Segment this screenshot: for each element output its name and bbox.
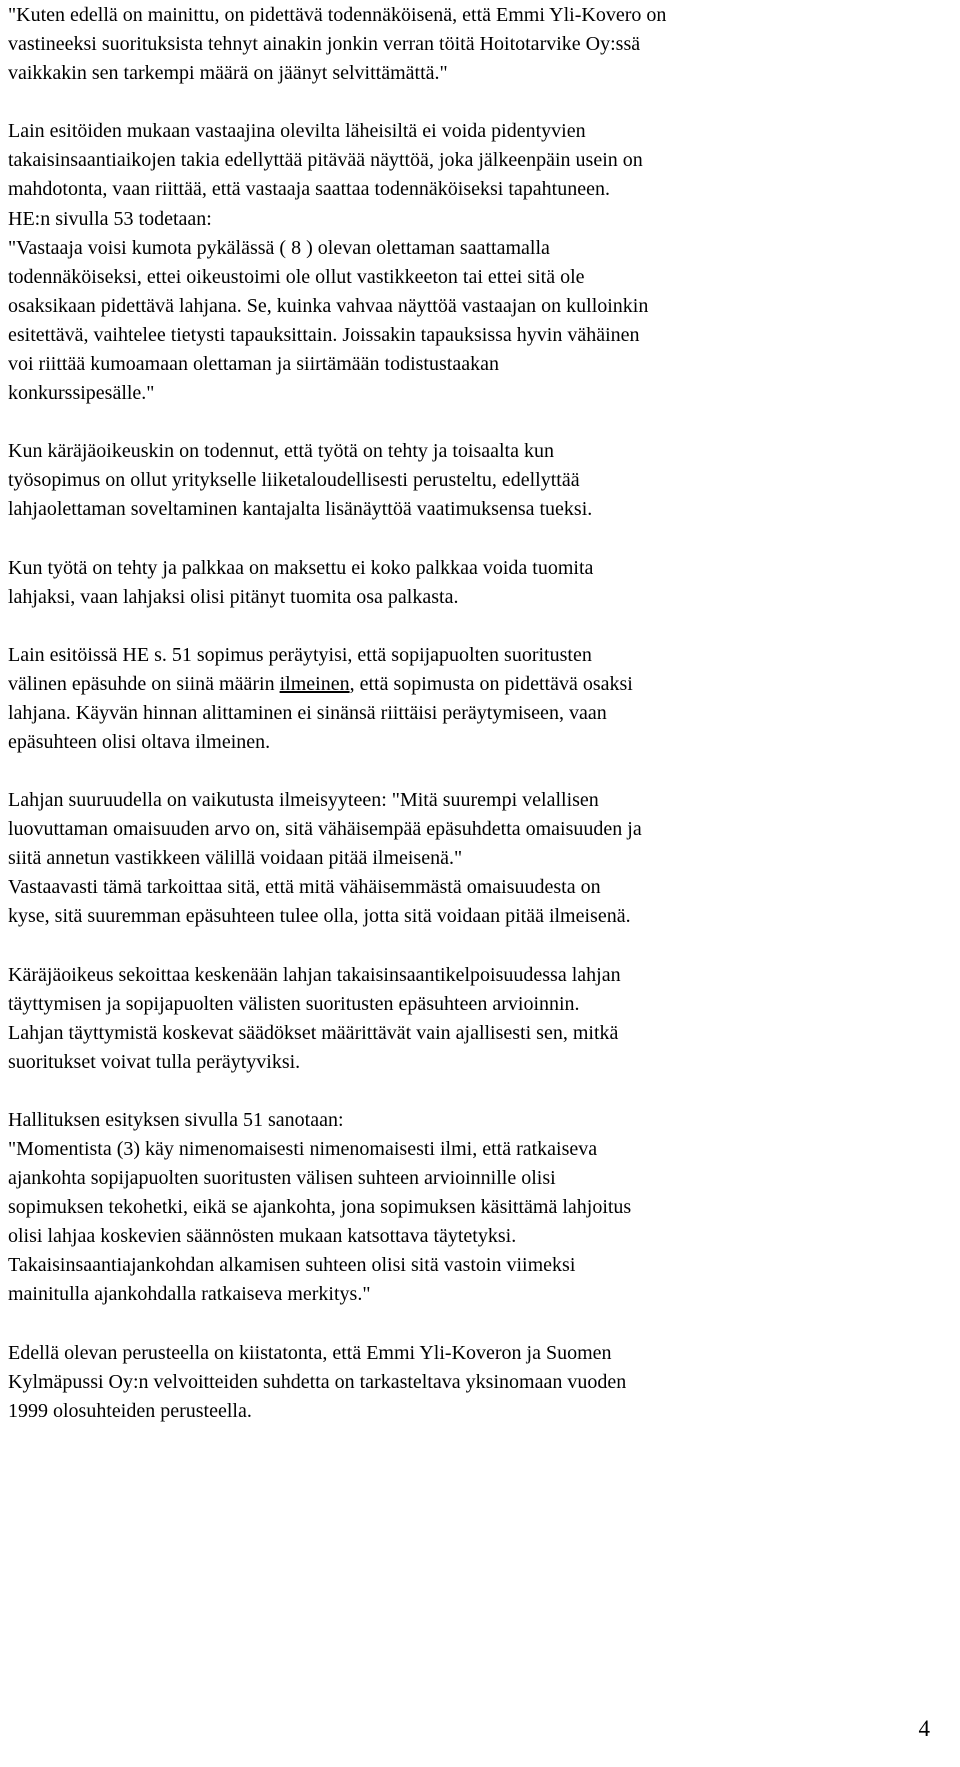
paragraph-salary xyxy=(8,554,908,612)
text-line: "Momentista (3) käy nimenomaisesti nimenomaisesti ilmi, että ratkaiseva xyxy=(8,1138,598,1160)
text-line: lahjaksi, vaan lahjaksi olisi pitänyt tuomita osa palkasta. xyxy=(8,585,459,608)
paragraph-court-confusion xyxy=(8,961,908,1077)
text-line: konkurssipesälle." xyxy=(8,382,155,405)
text-line: "Kuten edellä on mainittu, on pidettävä todennäköisenä, että Emmi Yli-Kovero on xyxy=(8,4,667,26)
text-line: 1999 olosuhteiden perusteella. xyxy=(8,1399,252,1422)
text-line: siitä annetun vastikkeen välillä voidaan pitää ilmeisenä." xyxy=(8,847,463,870)
text-line: Takaisinsaantiajankohdan alkamisen suhteen olisi sitä vastoin viimeksi xyxy=(8,1254,576,1277)
text-line-with-underline: välinen epäsuhde on siinä määrin ilmeinen, että sopimusta on pidettävä osaksi xyxy=(8,672,633,695)
text-line: osaksikaan pidettävä lahjana. Se, kuinka vahvaa näyttöä vastaajan on kulloinkin xyxy=(8,294,649,317)
text-line: "Vastaaja voisi kumota pykälässä ( 8 ) olevan olettaman saattamalla xyxy=(8,236,550,259)
text-line: voi riittää kumoamaan olettaman ja siirtämään todistustaakan xyxy=(8,353,499,376)
text-line: Kun käräjäoikeuskin on todennut, että työtä on tehty ja toisaalta kun xyxy=(8,440,554,463)
text-line: Lain esitöiden mukaan vastaajina olevilta läheisiltä ei voida pidentyvien xyxy=(8,120,586,143)
paragraph-district-court xyxy=(8,437,908,524)
text-line: ajankohta sopijapuolten suoritusten välisen suhteen arvioinnille olisi xyxy=(8,1167,556,1190)
text-line: lahjana. Käyvän hinnan alittaminen ei sinänsä riittäisi peräytymiseen, vaan xyxy=(8,701,607,724)
text-line: Kun työtä on tehty ja palkkaa on maksettu ei koko palkkaa voida tuomita xyxy=(8,556,594,579)
text-line: epäsuhteen olisi oltava ilmeinen. xyxy=(8,730,271,753)
text-line: Lain esitöissä HE s. 51 sopimus peräytyisi, että sopijapuolten suoritusten xyxy=(8,643,592,666)
text-line: kyse, sitä suuremman epäsuhteen tulee olla, jotta sitä voidaan pitää ilmeisenä. xyxy=(8,905,631,928)
text-line: HE:n sivulla 53 todetaan: xyxy=(8,207,212,230)
text-line: lahjaolettaman soveltaminen kantajalta lisänäyttöä vaatimuksensa tueksi. xyxy=(8,498,593,521)
text-line: Käräjäoikeus sekoittaa keskenään lahjan takaisinsaantikelpoisuudessa lahjan xyxy=(8,963,621,986)
text-line: vaikkakin sen tarkempi määrä on jäänyt selvittämättä." xyxy=(8,62,448,85)
text-line: esitettävä, vaihtelee tietysti tapauksittain. Joissakin tapauksissa hyvin vähäinen xyxy=(8,323,640,346)
text-line: Edellä olevan perusteella on kiistatonta, että Emmi Yli-Koveron ja Suomen xyxy=(8,1341,612,1364)
text-line: vastineeksi suorituksista tehnyt ainakin jonkin verran töitä Hoitotarvike Oy:ssä xyxy=(8,33,641,56)
text-line: suoritukset voivat tulla peräytyviksi. xyxy=(8,1050,301,1073)
text-line: olisi lahjaa koskevien säännösten mukaan katsottava täytetyksi. xyxy=(8,1225,517,1248)
text-line: takaisinsaantiaikojen takia edellyttää pitävää näyttöä, joka jälkeenpäin usein on xyxy=(8,149,643,172)
text-line: mahdotonta, vaan riittää, että vastaaja saattaa todennäköiseksi tapahtuneen. xyxy=(8,178,610,201)
text-line: Kylmäpussi Oy:n velvoitteiden suhdetta on tarkasteltava yksinomaan vuoden xyxy=(8,1370,627,1393)
page-number: 4 xyxy=(918,1716,930,1741)
paragraph-conclusion xyxy=(8,1339,908,1426)
paragraph-preparatory-works xyxy=(8,117,908,408)
paragraph-gift-size xyxy=(8,786,908,931)
text-line: sopimuksen tekohetki, eikä se ajankohta, jona sopimuksen käsittämä lahjoitus xyxy=(8,1196,632,1219)
underlined-word: ilmeinen xyxy=(279,672,350,695)
text-line: todennäköiseksi, ettei oikeustoimi ole ollut vastikkeeton tai ettei sitä ole xyxy=(8,265,585,288)
paragraph-imbalance xyxy=(8,641,908,757)
text-line: Hallituksen esityksen sivulla 51 sanotaan: xyxy=(8,1108,344,1131)
text-line: Lahjan täyttymistä koskevat säädökset määrittävät vain ajallisesti sen, mitkä xyxy=(8,1021,619,1044)
text-line: mainitulla ajankohdalla ratkaiseva merkitys." xyxy=(8,1283,371,1306)
text-line: Vastaavasti tämä tarkoittaa sitä, että mitä vähäisemmästä omaisuudesta on xyxy=(8,876,601,899)
text-line: työsopimus on ollut yritykselle liiketaloudellisesti perusteltu, edellyttää xyxy=(8,469,580,492)
text-line: Lahjan suuruudella on vaikutusta ilmeisyyteen: "Mitä suurempi velallisen xyxy=(8,789,599,812)
text-line: täyttymisen ja sopijapuolten välisten suoritusten epäsuhteen arvioinnin. xyxy=(8,992,580,1015)
paragraph-government-proposal xyxy=(8,1106,908,1310)
text-line: luovuttaman omaisuuden arvo on, sitä vähäisempää epäsuhdetta omaisuuden ja xyxy=(8,818,642,841)
document-body xyxy=(8,0,908,1426)
paragraph-quote-1 xyxy=(8,1,908,88)
